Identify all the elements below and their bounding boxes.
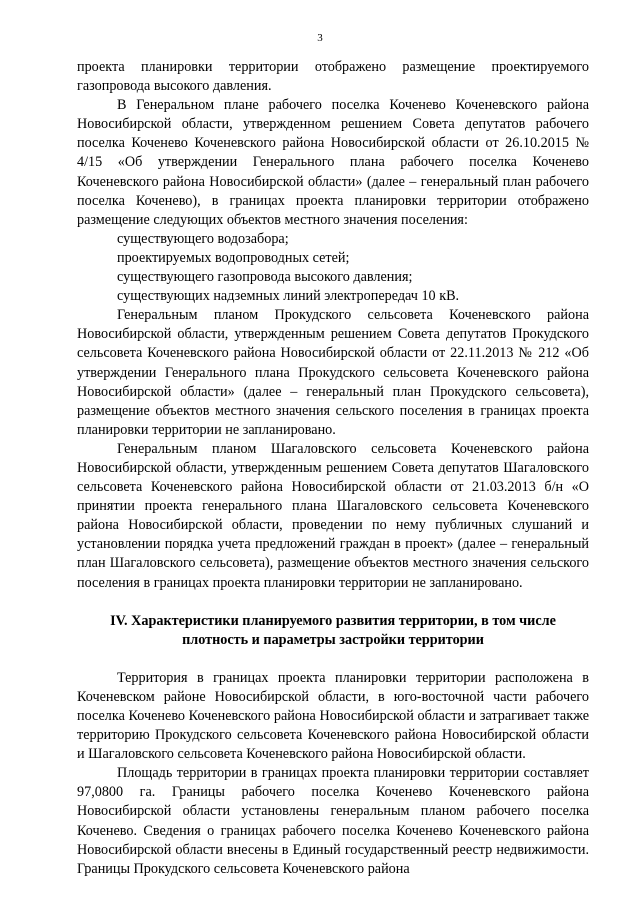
list-item-power-lines: существующих надземных линий электропередач 10 кВ. (117, 288, 460, 305)
paragraph-territory-location: Территория в границах проекта планировки территории расположена в Коченевском районе Новосибирской области, в юго-восточной части рабочего поселка Коченево Коченевского района Новосибирской области и затрагивает также территорию Прокудского сельсовета Коченевского района Новосибирской области и Шагаловского сельсовета Коченевского района Новосибирской области. (77, 669, 589, 763)
paragraph-general-plan-prokudskoe: Генеральным планом Прокудского сельсовета Коченевского района Новосибирской области, утвержденным решением Совета депутатов Прокудского сельсовета Коченевского района Новосибирской области от 22.11.2013 № 212 «Об утверждении Генерального плана Прокудского сельсовета Коченевского района Новосибирской области» (далее – генеральный план Прокудского сельсовета), размещение объектов местного значения сельского поселения в границах проекта планировки территории не запланировано. (77, 307, 589, 438)
list-item-water-networks: проектируемых водопроводных сетей; (117, 249, 350, 266)
paragraph-general-plan-shagalovo: Генеральным планом Шагаловского сельсовета Коченевского района Новосибирской области, утвержденным решением Совета депутатов Шагаловского сельсовета Коченевского района Новосибирской области от 21.03.2013 б/н «О принятии проекта генерального плана Шагаловского сельсовета Коченевского района Новосибирской области, проведении по нему публичных слушаний и установлении порядка учета предложений граждан в проект» (далее – генеральный план Шагаловского сельсовета), размещение объектов местного значения сельского поселения в границах проекта планировки территории не запланировано. (77, 440, 589, 591)
section-heading: IV. Характеристики планируемого развития территории, в том числе плотность и параметры застройки территории (110, 612, 556, 648)
list-item-gas-pipeline: существующего газопровода высокого давления; (117, 269, 413, 286)
document-body (77, 58, 589, 879)
paragraph-territory-area: Площадь территории в границах проекта планировки территории составляет 97,0800 га. Границы рабочего поселка Коченево Коченевского района Новосибирской области установлены генеральным планом рабочего поселка Коченево. Сведения о границах рабочего поселка Коченево Коченевского района Новосибирской области внесены в Единый государственный реестр недвижимости. Границы Прокудского сельсовета Коченевского района (77, 765, 589, 877)
page-number: 3 (317, 32, 323, 44)
paragraph-continuation: проекта планировки территории отображено размещение проектируемого газопровода высокого давления. (77, 59, 589, 95)
list-item-water-intake: существующего водозабора; (117, 230, 289, 247)
paragraph-general-plan-kochenevo: В Генеральном плане рабочего поселка Коченево Коченевского района Новосибирской области, утвержденном решением Совета депутатов рабочего поселка Коченево Коченевского района Новосибирской области от 26.10.2015 № 4/15 «Об утверждении Генерального плана рабочего поселка Коченево Коченевского района Новосибирской области» (далее – генеральный план рабочего поселка Коченево), в границах проекта планировки территории отображено размещение следующих объектов местного значения поселения: (77, 97, 589, 228)
